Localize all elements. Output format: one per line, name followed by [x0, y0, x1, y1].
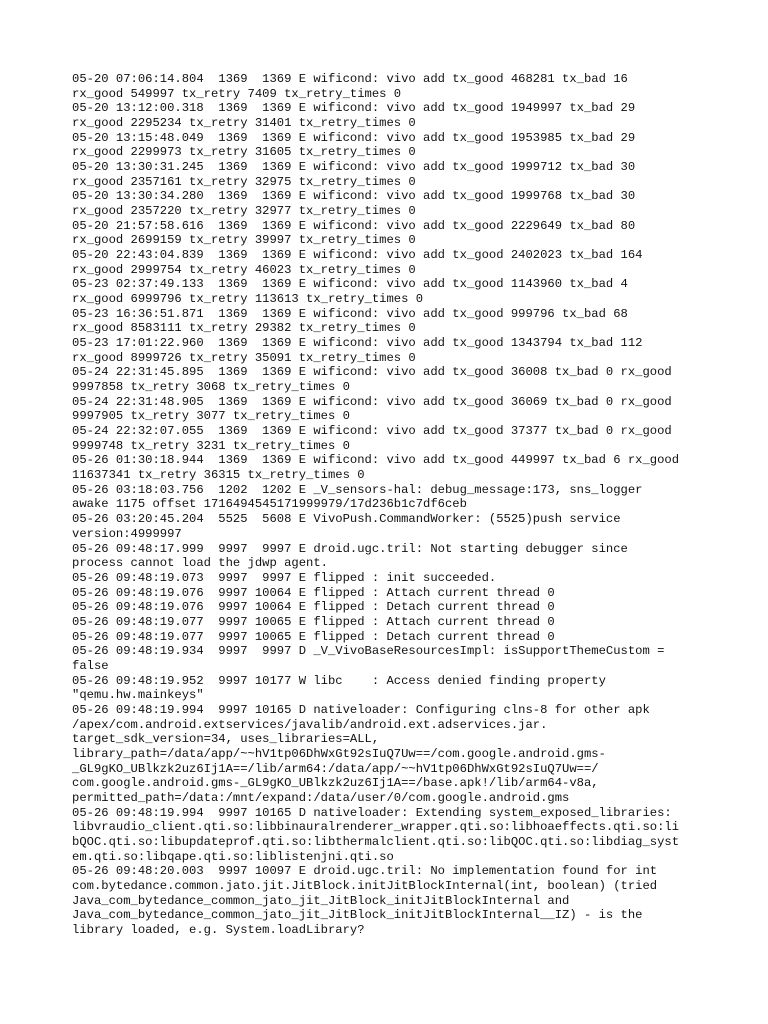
log-line: 05-24 22:32:07.055 1369 1369 E wificond: vivo add tx_good 37377 tx_bad 0 rx_good — [72, 424, 672, 439]
log-line: 9999748 tx_retry 3231 tx_retry_times 0 — [72, 438, 350, 453]
log-line: 05-26 09:48:17.999 9997 9997 E droid.ugc.tril: Not starting debugger since — [72, 541, 628, 556]
log-line: 05-20 13:12:00.318 1369 1369 E wificond: vivo add tx_good 1949997 tx_bad 29 — [72, 101, 636, 116]
log-line: 9997858 tx_retry 3068 tx_retry_times 0 — [72, 380, 350, 395]
log-line: 05-23 16:36:51.871 1369 1369 E wificond: vivo add tx_good 999796 tx_bad 68 — [72, 306, 628, 321]
log-line: rx_good 8999726 tx_retry 35091 tx_retry_times 0 — [72, 350, 416, 365]
log-line: rx_good 2357161 tx_retry 32975 tx_retry_times 0 — [72, 174, 416, 189]
log-line: rx_good 2295234 tx_retry 31401 tx_retry_times 0 — [72, 116, 416, 131]
log-line: 05-26 09:48:19.934 9997 9997 D _V_VivoBaseResourcesImpl: isSupportThemeCustom = — [72, 644, 665, 659]
log-line: 05-26 01:30:18.944 1369 1369 E wificond: vivo add tx_good 449997 tx_bad 6 rx_good — [72, 453, 680, 468]
log-line: Java_com_bytedance_common_jato_jit_JitBlock_initJitBlockInternal__IZ) - is the — [72, 908, 643, 923]
log-line: 05-20 13:15:48.049 1369 1369 E wificond: vivo add tx_good 1953985 tx_bad 29 — [72, 130, 636, 145]
log-line: em.qti.so:libqape.qti.so:liblistenjni.qti.so — [72, 849, 394, 864]
log-line: 05-26 09:48:19.076 9997 10064 E flipped : Detach current thread 0 — [72, 600, 555, 615]
log-line: 05-26 09:48:19.994 9997 10165 D nativeloader: Configuring clns-8 for other apk — [72, 702, 650, 717]
log-line: 05-20 21:57:58.616 1369 1369 E wificond: vivo add tx_good 2229649 tx_bad 80 — [72, 218, 636, 233]
log-line: rx_good 6999796 tx_retry 113613 tx_retry_times 0 — [72, 292, 424, 307]
log-line: 05-26 09:48:19.077 9997 10065 E flipped : Detach current thread 0 — [72, 629, 555, 644]
log-line: 05-20 13:30:34.280 1369 1369 E wificond: vivo add tx_good 1999768 tx_bad 30 — [72, 189, 636, 204]
log-line: false — [72, 658, 109, 673]
log-line: rx_good 2699159 tx_retry 39997 tx_retry_times 0 — [72, 233, 416, 248]
log-line: 9997905 tx_retry 3077 tx_retry_times 0 — [72, 409, 350, 424]
log-line: 05-20 22:43:04.839 1369 1369 E wificond: vivo add tx_good 2402023 tx_bad 164 — [72, 248, 643, 263]
log-line: rx_good 8583111 tx_retry 29382 tx_retry_times 0 — [72, 321, 416, 336]
log-line: permitted_path=/data:/mnt/expand:/data/user/0/com.google.android.gms — [72, 790, 570, 805]
log-line: version:4999997 — [72, 526, 182, 541]
log-text — [72, 72, 702, 938]
log-line: 05-26 09:48:19.994 9997 10165 D nativeloader: Extending system_exposed_libraries: — [72, 805, 672, 820]
log-document — [72, 72, 702, 938]
log-line: com.bytedance.common.jato.jit.JitBlock.initJitBlockInternal(int, boolean) (tried — [72, 878, 658, 893]
log-line: 05-23 02:37:49.133 1369 1369 E wificond: vivo add tx_good 1143960 tx_bad 4 — [72, 277, 628, 292]
log-line: com.google.android.gms-_GL9gKO_UBlkzk2uz6Ij1A==/base.apk!/lib/arm64-v8a, — [72, 776, 599, 791]
log-line: _GL9gKO_UBlkzk2uz6Ij1A==/lib/arm64:/data/app/~~hV1tp06DhWxGt92sIuQ7Uw==/ — [72, 761, 599, 776]
log-line: rx_good 2299973 tx_retry 31605 tx_retry_times 0 — [72, 145, 416, 160]
log-line: libvraudio_client.qti.so:libbinauralrenderer_wrapper.qti.so:libhoaeffects.qti.so:li — [72, 820, 680, 835]
log-line: 05-26 09:48:19.077 9997 10065 E flipped : Attach current thread 0 — [72, 614, 555, 629]
log-line: 05-26 09:48:19.076 9997 10064 E flipped : Attach current thread 0 — [72, 585, 555, 600]
log-line: /apex/com.android.extservices/javalib/android.ext.adservices.jar. — [72, 717, 548, 732]
log-line: bQOC.qti.so:libupdateprof.qti.so:libthermalclient.qti.so:libQOC.qti.so:libdiag_syst — [72, 834, 680, 849]
log-line: rx_good 549997 tx_retry 7409 tx_retry_times 0 — [72, 86, 402, 101]
log-line: 05-24 22:31:45.895 1369 1369 E wificond: vivo add tx_good 36008 tx_bad 0 rx_good — [72, 365, 672, 380]
log-line: awake 1175 offset 1716494545171999979/17d236b1c7df6ceb — [72, 497, 467, 512]
log-line: library loaded, e.g. System.loadLibrary? — [72, 922, 365, 937]
log-line: 05-24 22:31:48.905 1369 1369 E wificond: vivo add tx_good 36069 tx_bad 0 rx_good — [72, 394, 672, 409]
log-line: rx_good 2999754 tx_retry 46023 tx_retry_times 0 — [72, 262, 416, 277]
log-line: library_path=/data/app/~~hV1tp06DhWxGt92sIuQ7Uw==/com.google.android.gms- — [72, 746, 606, 761]
log-line: 05-26 03:18:03.756 1202 1202 E _V_sensors-hal: debug_message:173, sns_logger — [72, 482, 643, 497]
log-line: process cannot load the jdwp agent. — [72, 556, 328, 571]
log-line: Java_com_bytedance_common_jato_jit_JitBlock_initJitBlockInternal and — [72, 893, 570, 908]
log-line: 05-23 17:01:22.960 1369 1369 E wificond: vivo add tx_good 1343794 tx_bad 112 — [72, 336, 643, 351]
log-line: "qemu.hw.mainkeys" — [72, 688, 204, 703]
log-line: 05-20 07:06:14.804 1369 1369 E wificond: vivo add tx_good 468281 tx_bad 16 — [72, 72, 628, 86]
log-line: 11637341 tx_retry 36315 tx_retry_times 0 — [72, 468, 365, 483]
log-line: 05-20 13:30:31.245 1369 1369 E wificond: vivo add tx_good 1999712 tx_bad 30 — [72, 160, 636, 175]
log-line: 05-26 09:48:19.073 9997 9997 E flipped : init succeeded. — [72, 570, 497, 585]
log-line: 05-26 09:48:20.003 9997 10097 E droid.ugc.tril: No implementation found for int — [72, 864, 658, 879]
log-line: 05-26 03:20:45.204 5525 5608 E VivoPush.CommandWorker: (5525)push service — [72, 512, 621, 527]
log-line: 05-26 09:48:19.952 9997 10177 W libc : Access denied finding property — [72, 673, 606, 688]
log-line: rx_good 2357220 tx_retry 32977 tx_retry_times 0 — [72, 204, 416, 219]
log-line: target_sdk_version=34, uses_libraries=ALL, — [72, 732, 380, 747]
